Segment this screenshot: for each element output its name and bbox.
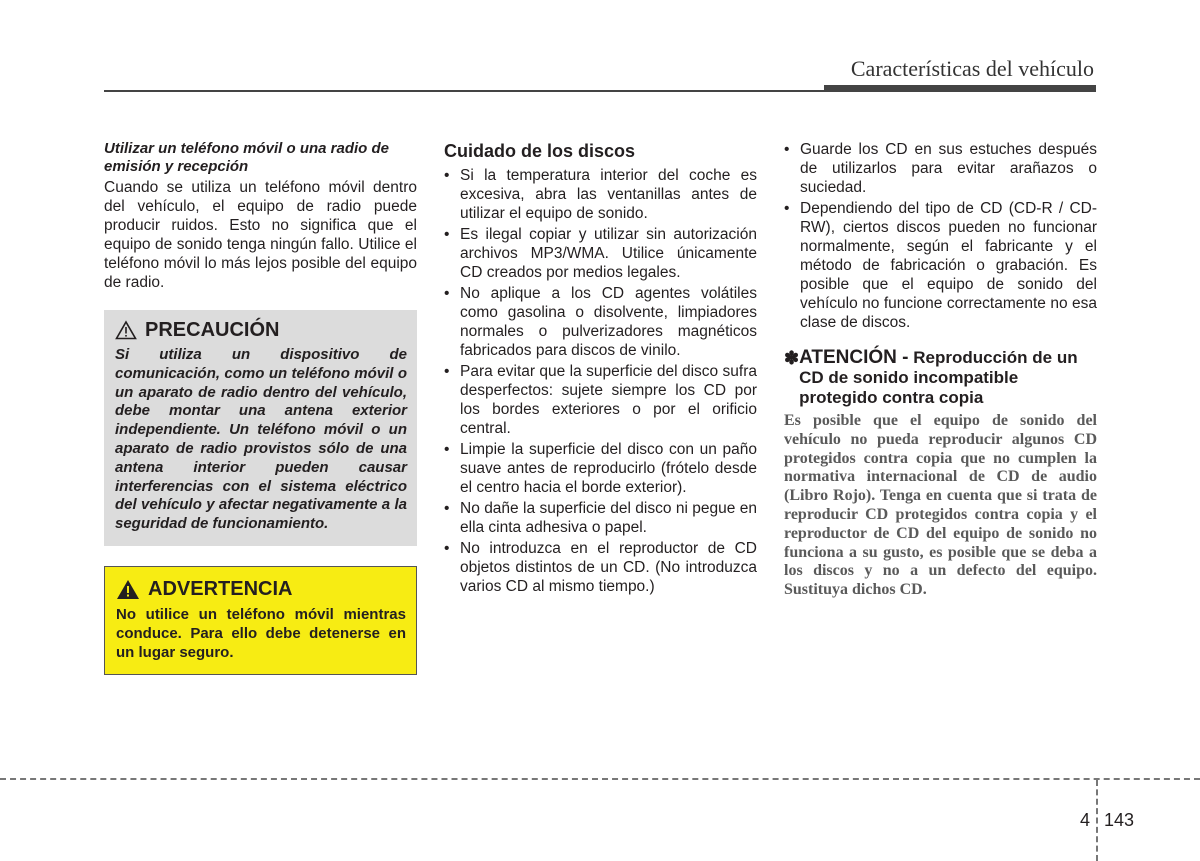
footer-rule <box>0 778 1200 780</box>
list-item: • Para evitar que la superficie del disco sufra desperfectos: sujete siempre los CD por los bordes exteriores o por el orificio central. <box>444 362 757 438</box>
list-item: • Limpie la superficie del disco con un paño suave antes de reproducirlo (frótelo desde el centro hacia el borde exterior). <box>444 440 757 497</box>
precaution-title-row <box>115 320 407 340</box>
column-right <box>784 140 1097 600</box>
disc-care-list-continued <box>784 140 1097 332</box>
attention-label: ATENCIÓN - <box>799 347 909 368</box>
header-rule <box>104 90 824 92</box>
list-item: • Dependiendo del tipo de CD (CD-R / CD-RW), ciertos discos pueden no funcionar normalmente, según el fabricante y el método de fabricación o grabación. Es posible que el equipo de sonido del vehículo no funcione correctamente no esa clase de discos. <box>784 199 1097 332</box>
footer-vertical-rule <box>1096 780 1098 861</box>
warning-title: ADVERTENCIA <box>148 577 293 600</box>
disc-care-list <box>444 166 757 596</box>
list-item: • Es ilegal copiar y utilizar sin autorización archivos MP3/WMA. Utilice únicamente CD creados por medios legales. <box>444 225 757 282</box>
asterisk-icon: ✽ <box>784 348 800 368</box>
precaution-box <box>104 310 417 546</box>
attention-note <box>784 348 1097 600</box>
section-title-disc-care: Cuidado de los discos <box>444 141 636 161</box>
header-rule-accent <box>824 85 1096 92</box>
attention-heading-text: Reproducción de un CD de sonido incompatible protegido contra copia <box>799 348 1078 407</box>
subheading-mobile-phone: Utilizar un teléfono móvil o una radio de emisión y recepción <box>104 140 390 175</box>
attention-body: Es posible que el equipo de sonido del vehículo no pueda reproducir algunos CD protegidos contra copia que no cumplen la normativa internacional de CD de audio (Libro Rojo). Tenga en cuenta que si trata de reproducir CD protegidos contra copia y el reproductor de CD del equipo de sonido no funciona a su gusto, es posible que se deba a los discos y no a un defecto del equipo. Sustituya dichos CD. <box>784 412 1097 599</box>
column-middle <box>444 140 757 598</box>
warning-text: No utilice un teléfono móvil mientras conduce. Para ello debe detenerse en un lugar seguro. <box>116 605 406 661</box>
list-item: • No introduzca en el reproductor de CD objetos distintos de un CD. (No introduzca varios CD al mismo tiempo.) <box>444 539 757 596</box>
caution-triangle-icon <box>115 320 137 340</box>
running-header: Características del vehículo <box>850 56 1094 81</box>
list-item: • No dañe la superficie del disco ni pegue en ella cinta adhesiva o papel. <box>444 499 757 537</box>
precaution-title: PRECAUCIÓN <box>145 318 280 341</box>
list-item: • No aplique a los CD agentes volátiles como gasolina o disolvente, limpiadores normales o pulverizadores magnéticos fabricados para discos de vinilo. <box>444 284 757 360</box>
warning-triangle-icon <box>116 579 140 600</box>
paragraph-mobile-phone: Cuando se utiliza un teléfono móvil dentro del vehículo, el equipo de radio puede producir ruidos. Esto no significa que el equipo de sonido tenga ningún fallo. Utilice el teléfono móvil lo más lejos posible del equipo de radio. <box>104 179 417 291</box>
attention-heading-row <box>784 348 1097 408</box>
warning-title-row <box>116 579 406 600</box>
list-item: • Si la temperatura interior del coche es excesiva, abra las ventanillas antes de utilizar el equipo de sonido. <box>444 166 757 223</box>
attention-heading <box>799 348 1097 408</box>
column-left <box>104 140 417 675</box>
chapter-number: 4 <box>1080 810 1091 830</box>
page-number: 143 <box>1104 810 1135 830</box>
warning-box <box>104 566 417 675</box>
precaution-text: Si utiliza un dispositivo de comunicación, como un teléfono móvil o un aparato de radio dentro del vehículo, debe montar una antena exterior independiente. Un teléfono móvil o un aparato de radio provistos sólo de una antena interior pueden causar interferencias con el sistema eléctrico del vehículo y afectar negativamente a la seguridad de funcionamiento. <box>115 346 407 533</box>
list-item: • Guarde los CD en sus estuches después de utilizarlos para evitar arañazos o suciedad. <box>784 140 1097 197</box>
